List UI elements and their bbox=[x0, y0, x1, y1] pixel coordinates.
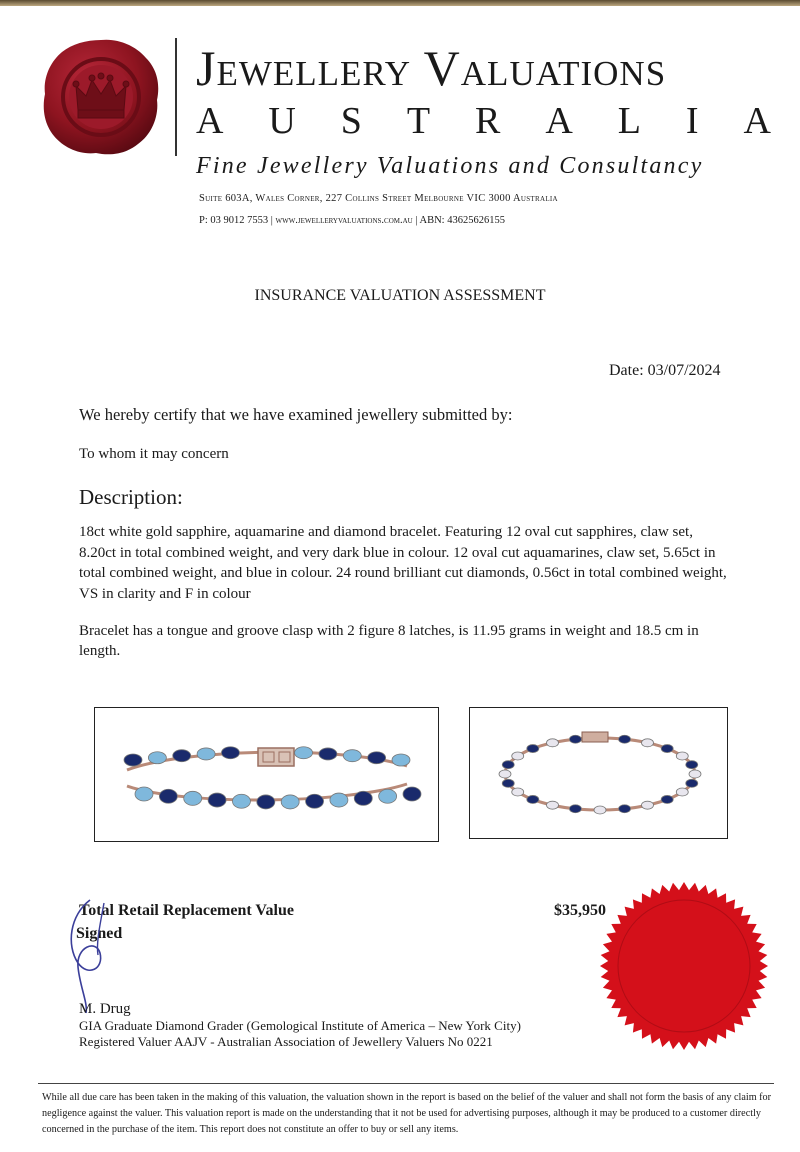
gem-stone bbox=[148, 752, 166, 764]
gem-stone bbox=[159, 789, 177, 803]
brand-letter: U bbox=[268, 100, 296, 142]
gem-stone bbox=[343, 750, 361, 762]
gem-stone bbox=[502, 761, 514, 769]
description-heading: Description: bbox=[79, 485, 183, 509]
gem-stone bbox=[173, 750, 191, 762]
gem-stone bbox=[547, 739, 559, 747]
gem-stone bbox=[221, 747, 239, 759]
gem-stone bbox=[184, 791, 202, 805]
gem-stone bbox=[594, 806, 606, 814]
gem-stone bbox=[379, 789, 397, 803]
gem-stone bbox=[619, 805, 631, 813]
total-value-amount: $35,950 bbox=[554, 902, 606, 919]
gem-stone bbox=[135, 787, 153, 801]
gem-stone bbox=[403, 787, 421, 801]
recipient: To whom it may concern bbox=[79, 446, 229, 462]
brand-letter: I bbox=[685, 100, 699, 142]
document-title: INSURANCE VALUATION ASSESSMENT bbox=[254, 287, 546, 304]
gem-stone bbox=[368, 752, 386, 764]
gem-stone bbox=[619, 735, 631, 743]
footer-rule bbox=[38, 1083, 774, 1084]
brand-letter: R bbox=[475, 100, 501, 142]
bracelet-photo-oval bbox=[469, 707, 728, 839]
gem-stone bbox=[661, 745, 673, 753]
gem-stone bbox=[686, 761, 698, 769]
gem-stone bbox=[676, 788, 688, 796]
gem-stone bbox=[306, 794, 324, 808]
gem-stone bbox=[689, 770, 701, 778]
gem-stone bbox=[295, 747, 313, 759]
signed-label: Signed bbox=[76, 925, 123, 942]
gem-stone bbox=[527, 795, 539, 803]
document-date: Date: 03/07/2024 bbox=[609, 362, 721, 379]
description-paragraph: 18ct white gold sapphire, aquamarine and diamond bracelet. Featuring 12 oval cut sapphires, claw set, 8.20ct in total combined weight, and very dark blue in colour. 12 oval cut aquamarines, claw set, 5.65ct in total combined weight, and blue in colour. 24 round brilliant cut diamonds, 0.56ct in total combined weight, VS in clarity and F in colour bbox=[79, 524, 727, 602]
brand-letter: A bbox=[743, 100, 771, 142]
header-divider bbox=[175, 38, 177, 156]
gem-stone bbox=[330, 793, 348, 807]
tagline: Fine Jewellery Valuations and Consultancy bbox=[196, 153, 704, 179]
gem-stone bbox=[676, 752, 688, 760]
gem-stone bbox=[642, 739, 654, 747]
address: Suite 603A, Wales Corner, 227 Collins Street Melbourne VIC 3000 Australia bbox=[199, 193, 558, 204]
gem-stone bbox=[642, 801, 654, 809]
gem-stone bbox=[661, 795, 673, 803]
gem-stone bbox=[281, 795, 299, 809]
handwritten-signature bbox=[60, 895, 140, 1015]
gem-stone bbox=[569, 735, 581, 743]
brand-letter: A bbox=[196, 100, 224, 142]
brand-name: Jewellery Valuations bbox=[196, 40, 667, 96]
signatory-registration: Registered Valuer AAJV - Australian Association of Jewellery Valuers No 0221 bbox=[79, 1034, 493, 1049]
bracelet-photo-flat bbox=[94, 707, 439, 842]
brand-letter: T bbox=[406, 100, 431, 142]
gem-stone bbox=[527, 745, 539, 753]
gem-stone bbox=[197, 748, 215, 760]
gem-stone bbox=[499, 770, 511, 778]
gem-stone bbox=[512, 752, 524, 760]
gem-stone bbox=[124, 754, 142, 766]
gem-stone bbox=[502, 779, 514, 787]
total-value-label: Total Retail Replacement Value bbox=[79, 902, 294, 919]
wax-seal-logo-icon bbox=[40, 36, 162, 158]
brand-letter: S bbox=[340, 100, 362, 142]
gem-stone bbox=[257, 795, 275, 809]
brand-letter: L bbox=[617, 100, 641, 142]
gem-stone bbox=[569, 805, 581, 813]
gem-stone bbox=[232, 794, 250, 808]
top-border bbox=[0, 0, 800, 6]
gem-stone bbox=[686, 779, 698, 787]
clasp-paragraph: Bracelet has a tongue and groove clasp with 2 figure 8 latches, is 11.95 grams in weight and 18.5 cm in length. bbox=[79, 623, 699, 659]
gem-stone bbox=[208, 793, 226, 807]
gem-stone bbox=[512, 788, 524, 796]
signatory-credential: GIA Graduate Diamond Grader (Gemological Institute of America – New York City) bbox=[79, 1018, 521, 1033]
disclaimer: While all due care has been taken in the making of this valuation, the valuation shown in the report is based on the belief of the valuer and shall not form the basis of any claim for negligence against the valuer. This valuation report is made on the understanding that it not be used for advertising purposes, although it may be produced to a customer directly concerned in the purchase of the item. This report does not constitute an offer to buy or sell any items. bbox=[42, 1092, 772, 1135]
gem-stone bbox=[547, 801, 559, 809]
brand-letter: A bbox=[545, 100, 573, 142]
gem-stone bbox=[319, 748, 337, 760]
certify-statement: We hereby certify that we have examined jewellery submitted by: bbox=[79, 405, 513, 424]
red-foil-seal-icon bbox=[598, 880, 770, 1052]
brand-country bbox=[196, 98, 771, 144]
gem-stone bbox=[354, 791, 372, 805]
signatory-name: M. Drug bbox=[79, 1001, 131, 1017]
contact-line: P: 03 9012 7553 | www.jewelleryvaluations.com.au | ABN: 43625626155 bbox=[199, 215, 505, 226]
gem-stone bbox=[392, 754, 410, 766]
